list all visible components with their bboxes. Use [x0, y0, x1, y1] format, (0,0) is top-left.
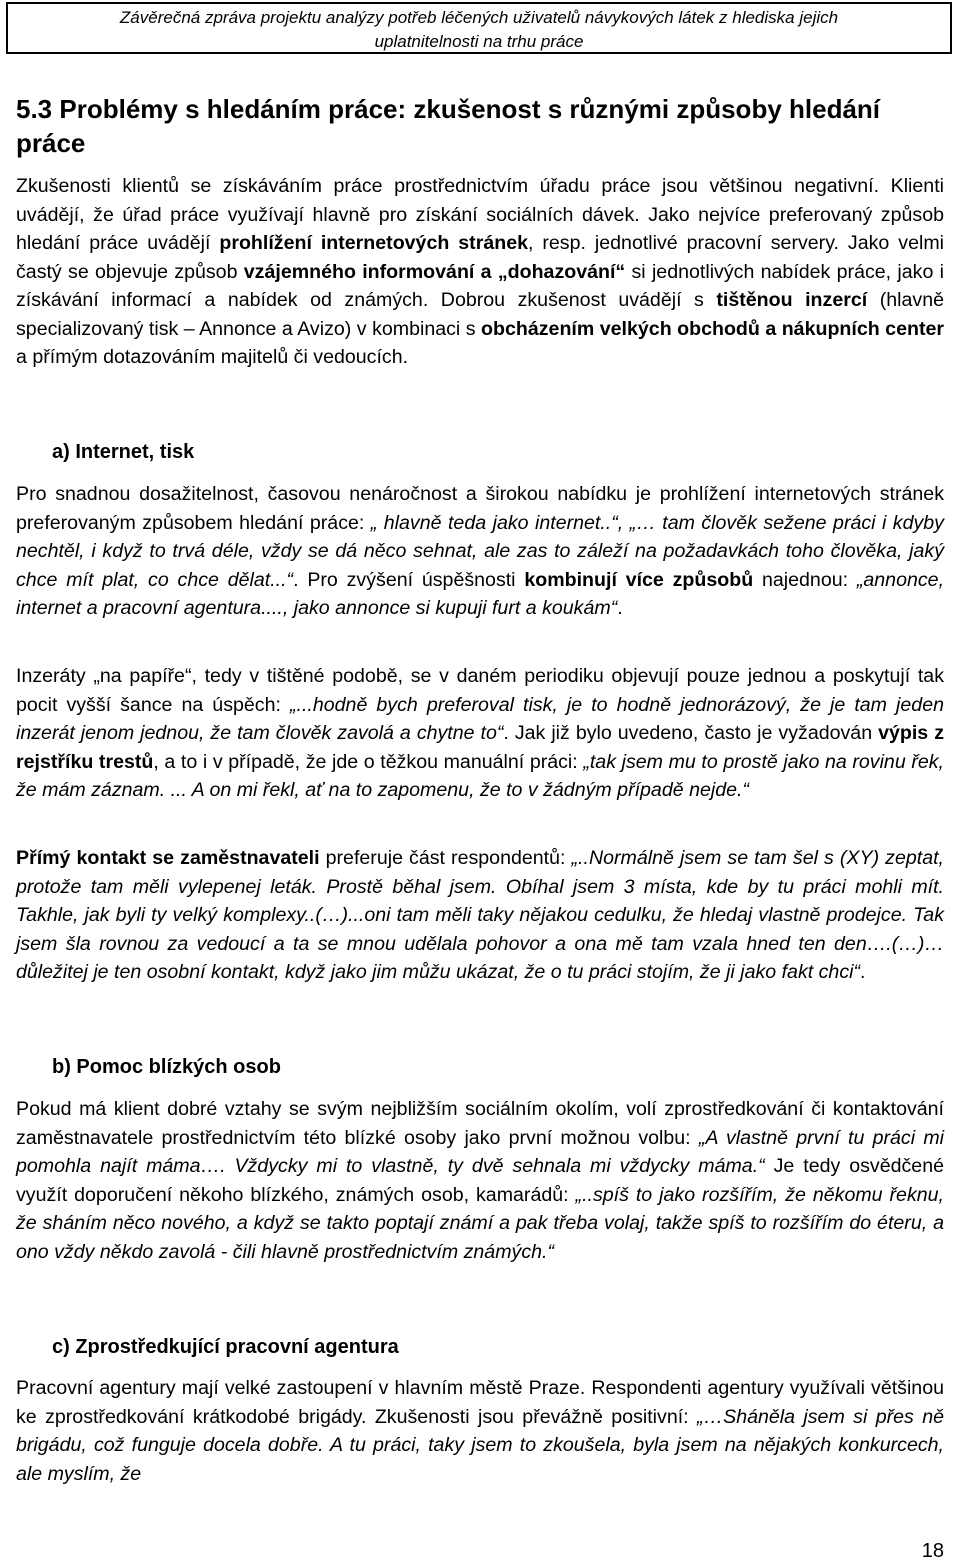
- paragraph-print: Inzeráty „na papíře“, tedy v tištěné podobě, se v daném periodiku objevují pouze jednou a poskytují tak pocit vyšší šance na úspěch: „...hodně bych preferoval tisk, je to hodně jednorázový, že je tam jeden inzerát jenom jednou, že tam člověk zavolá a chytne to“. Jak již bylo uvedeno, často je vyžadován výpis z rejstříku trestů, a to i v případě, že jde o těžkou manuální práci: „tak jsem mu to prostě jako na rovinu řek, že mám záznam. ... A on mi řekl, ať na to zapomenu, že to v žádným případě nejde.“: [16, 665, 944, 801]
- paragraph-close-persons: Pokud má klient dobré vztahy se svým nejbližším sociálním okolím, volí zprostředkování či kontaktování zaměstnavatele prostřednictvím této blízké osoby jako první možnou volbu: „A vlastně první tu práci mi pomohla najít máma…. Vždycky mi to vlastně, ty dvě sehnala mi vždycky máma.“ Je tedy osvědčené využít doporučení někoho blízkého, známých osob, kamarádů: „..spíš to jako rozšířím, že někomu řeknu, že sháním něco nového, a když se takto poptají známí a pak třeba volaj, takže spíš to rozšířím do éteru, a ono vždy někdo zavolá - čili hlavně prostřednictvím známých.“: [16, 1098, 944, 1263]
- header-line-2: uplatnitelnosti na trhu práce: [374, 32, 584, 51]
- running-header: [6, 2, 952, 54]
- header-line-1: Závěrečná zpráva projektu analýzy potřeb léčených uživatelů návykových látek z hlediska jejich: [119, 8, 839, 27]
- paragraph-internet: Pro snadnou dosažitelnost, časovou nenáročnost a širokou nabídku je prohlížení internetových stránek preferovaným způsobem hledání práce: „ hlavně teda jako internet..“, „… tam člověk sežene práci i kdyby nechtěl, i když to trvá déle, vždy se dá něco sehnat, ale zas to záleží na požadavkách toho člověka, jaký chce mít plat, co chce dělat...“. Pro zvýšení úspěšnosti kombinují více způsobů najednou: „annonce, internet a pracovní agentura...., jako annonce si kupuji furt a koukám“.: [16, 483, 945, 619]
- section-title: 5.3 Problémy s hledáním práce: zkušenost s různými způsoby hledání práce: [16, 94, 881, 158]
- paragraph-intro: Zkušenosti klientů se získáváním práce prostřednictvím úřadu práce jsou většinou negativní. Klienti uvádějí, že úřad práce využívají hlavně pro získání sociálních dávek. Jako nejvíce preferovaný způsob hledání práce uvádějí prohlížení internetových stránek, resp. jednotlivé pracovní servery. Jako velmi častý se objevuje způsob vzájemného informování a „dohazování“ si jednotlivých nabídek práce, jako i získávání informací a nabídek od známých. Dobrou zkušenost uvádějí s tištěnou inzercí (hlavně specializovaný tisk – Annonce a Avizo) v kombinaci s obcházením velkých obchodů a nákupních center a přímým dotazováním majitelů či vedoucích.: [16, 175, 944, 368]
- paragraph-agency: Pracovní agentury mají velké zastoupení v hlavním městě Praze. Respondenti agentury využívali většinou ke zprostředkování krátkodobé brigády. Zkušenosti jsou převážně positivní: „…Sháněla jsem si přes ně brigádu, což funguje docela dobře. A tu práci, taky jsem to zkoušela, byla jsem na nějakých konkurcech, ale myslím, že: [16, 1377, 944, 1485]
- page-number: 18: [921, 1540, 944, 1562]
- subheading-internet: a) Internet, tisk: [52, 441, 195, 463]
- subheading-close-persons: b) Pomoc blízkých osob: [52, 1056, 281, 1078]
- paragraph-direct-contact: Přímý kontakt se zaměstnavateli preferuje část respondentů: „..Normálně jsem se tam šel s (XY) zeptat, protože tam měli vylepenej leták. Prostě běhal jsem. Obíhal jsem 3 místa, kde by tu práci mohli mít. Takhle, jak byli ty velký komplexy..(…)...oni tam měli taky nějakou cedulku, že hledaj vlastně prodejce. Tak jsem šla rovnou za vedoucí a ta se mnou udělala pohovor a ona mě tam vzala hned ten den….(…)…důležitej je ten osobní kontakt, když jako jim můžu ukázat, že o tu práci stojím, že ji jako fakt chci“.: [16, 847, 944, 983]
- subheading-agency: c) Zprostředkující pracovní agentura: [52, 1336, 399, 1358]
